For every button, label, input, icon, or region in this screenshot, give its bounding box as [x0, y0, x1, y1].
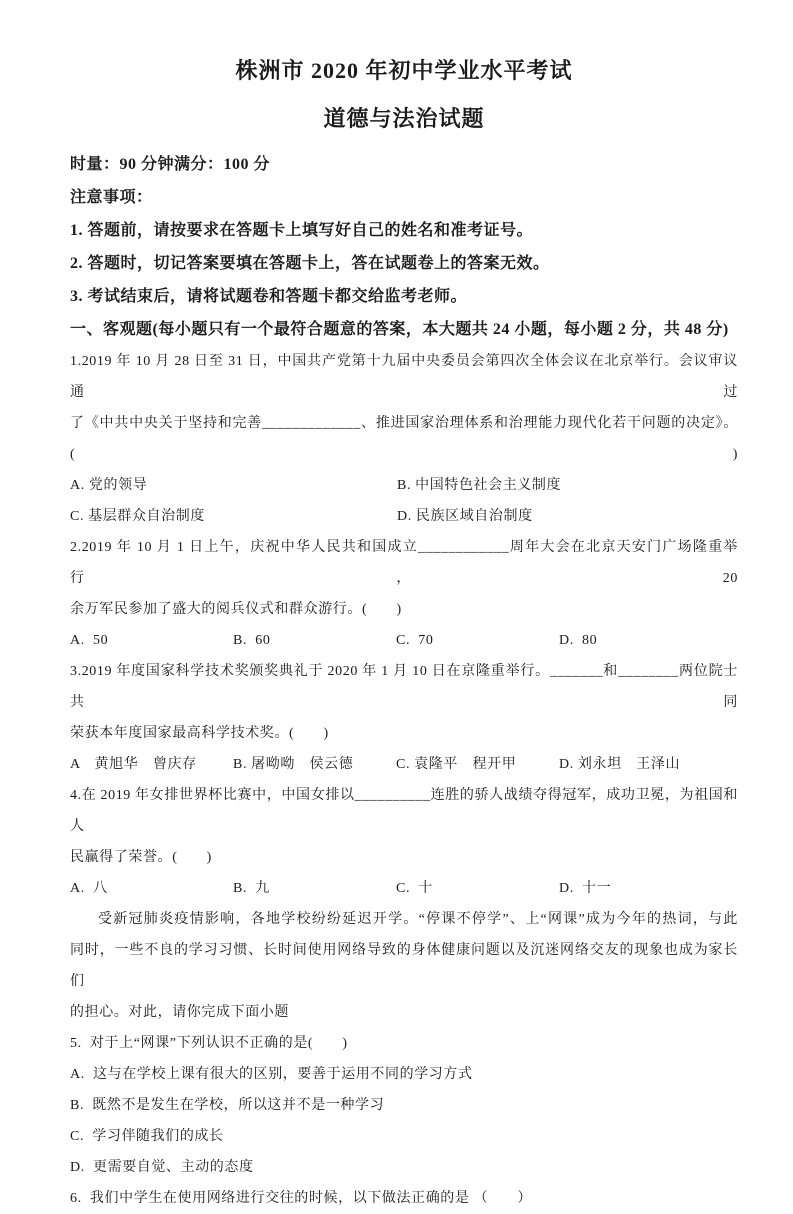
- q5-option-c: C. 学习伴随我们的成长: [70, 1129, 224, 1144]
- q1-line-2: 了《中共中央关于坚持和完善_____________、推进国家治理体系和治理能力现代化若干问题的决定》。( ): [70, 416, 738, 462]
- q2-options-row: [70, 625, 738, 656]
- q5-option-a: A. 这与在学校上课有很大的区别，要善于运用不同的学习方式: [70, 1067, 473, 1082]
- q1-line-1: 1.2019 年 10 月 28 日至 31 日，中国共产党第十九届中央委员会第四次全体会议在北京举行。会议审议通过: [70, 354, 738, 400]
- option-b: B. 60: [233, 633, 271, 648]
- option-c: C. 基层群众自治制度: [70, 509, 205, 524]
- option-a: A. 50: [70, 633, 109, 648]
- q4-line-1: 4.在 2019 年女排世界杯比赛中，中国女排以__________连胜的骄人战绩夺得冠军，成功卫冕，为祖国和人: [70, 788, 738, 834]
- q5-stem: 5. 对于上“网课”下列认识不正确的是( ): [70, 1036, 348, 1051]
- notice-item-3: 3. 考试结束后，请将试题卷和答题卡都交给监考老师。: [70, 288, 468, 305]
- option-d: D. 刘永坦 王泽山: [559, 757, 681, 772]
- option-b: B. 九: [233, 881, 270, 896]
- q2-line-1: 2.2019 年 10 月 1 日上午，庆祝中华人民共和国成立____________周年大会在北京天安门广场隆重举行，20: [70, 540, 738, 586]
- option-b: B. 中国特色社会主义制度: [397, 478, 562, 493]
- option-c: C. 袁隆平 程开甲: [396, 757, 517, 772]
- section-heading: 一、客观题(每小题只有一个最符合题意的答案，本大题共 24 小题，每小题 2 分，共 48 分): [70, 321, 729, 338]
- notice-item-2: 2. 答题时，切记答案要填在答题卡上，答在试题卷上的答案无效。: [70, 255, 550, 272]
- option-d: D. 80: [559, 633, 598, 648]
- option-b: B. 屠呦呦 侯云德: [233, 757, 354, 772]
- q3-line-1: 3.2019 年度国家科学技术奖颁奖典礼于 2020 年 1 月 10 日在京隆重举行。_______和________两位院士共同: [70, 664, 738, 710]
- option-a: A. 党的领导: [70, 478, 148, 493]
- exam-title: 株洲市 2020 年初中学业水平考试: [235, 58, 573, 83]
- option-a: A 黄旭华 曾庆存: [70, 757, 197, 772]
- q5-option-d: D. 更需要自觉、主动的态度: [70, 1160, 254, 1175]
- q6-stem: 6. 我们中学生在使用网络进行交往的时候，以下做法正确的是 （ ）: [70, 1191, 532, 1206]
- q5-intro-line-1: 受新冠肺炎疫情影响，各地学校纷纷延迟开学。“停课不停学”、上“网课”成为今年的热词，与此: [98, 912, 738, 927]
- option-d: D. 十一: [559, 881, 612, 896]
- notice-heading: 注意事项：: [70, 189, 153, 206]
- option-c: C. 70: [396, 633, 434, 648]
- option-c: C. 十: [396, 881, 433, 896]
- exam-subtitle: 道德与法治试题: [323, 106, 485, 131]
- q3-options-row: [70, 749, 738, 780]
- q5-intro-line-2: 同时，一些不良的学习习惯、长时间使用网络导致的身体健康问题以及沉迷网络交友的现象也成为家长们: [70, 943, 738, 989]
- exam-duration-score: 时量：90 分钟满分：100 分: [70, 156, 271, 173]
- q5-intro-line-3: 的担心。对此，请你完成下面小题: [70, 1005, 289, 1020]
- q4-line-2: 民赢得了荣誉。( ): [70, 850, 212, 865]
- q4-options-row: [70, 873, 738, 904]
- q2-line-2: 余万军民参加了盛大的阅兵仪式和群众游行。( ): [70, 602, 402, 617]
- q5-option-b: B. 既然不是发生在学校，所以这并不是一种学习: [70, 1098, 385, 1113]
- question-body: [70, 346, 738, 1214]
- notice-item-1: 1. 答题前，请按要求在答题卡上填写好自己的姓名和准考证号。: [70, 222, 534, 239]
- option-a: A. 八: [70, 881, 108, 896]
- q1-options-row-1: [70, 470, 738, 501]
- q1-options-row-2: [70, 501, 738, 532]
- q3-line-2: 荣获本年度国家最高科学技术奖。( ): [70, 726, 329, 741]
- option-d: D. 民族区域自治制度: [397, 509, 533, 524]
